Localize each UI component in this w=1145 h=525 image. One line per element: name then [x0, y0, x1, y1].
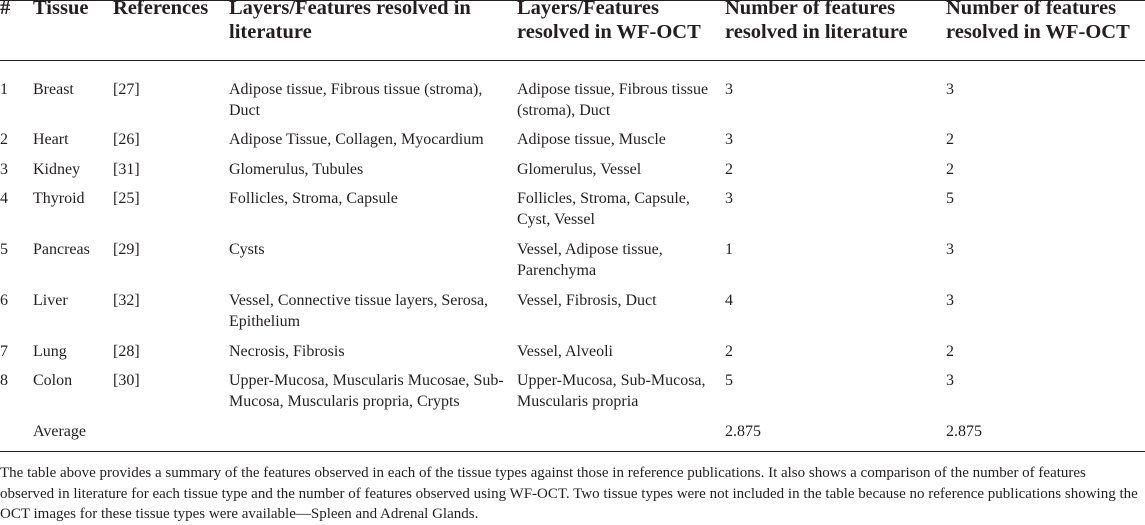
row-tissue: Pancreas	[33, 241, 90, 258]
row-features-literature: Upper-Mucosa, Muscularis Mucosae, Sub-Mucosa, Muscularis propria, Crypts	[229, 372, 504, 410]
row-features-literature: Vessel, Connective tissue layers, Serosa, Epithelium	[229, 292, 489, 330]
row-features-wf-oct: Adipose tissue, Muscle	[517, 131, 666, 148]
row-features-literature: Cysts	[229, 241, 265, 258]
row-features-wf-oct: Follicles, Stroma, Capsule, Cyst, Vessel	[517, 190, 690, 228]
row-count-literature: 3	[725, 190, 733, 207]
row-features-wf-oct: Glomerulus, Vessel	[517, 161, 642, 178]
row-features-literature: Follicles, Stroma, Capsule	[229, 190, 398, 207]
row-reference: [29]	[113, 241, 140, 258]
row-count-literature: 2	[725, 161, 733, 178]
row-reference: [25]	[113, 190, 140, 207]
row-tissue: Colon	[33, 372, 73, 389]
row-count-literature: 1	[725, 241, 733, 258]
header-features-wf-oct: Layers/Features resolved in WF-OCT	[517, 0, 701, 43]
average-label: Average	[33, 423, 86, 440]
row-count-literature: 2	[725, 343, 733, 360]
row-count-literature: 5	[725, 372, 733, 389]
table-footnote: The table above provides a summary of the features observed in each of the tissue types against those in reference publications. It also shows a comparison of the number of features observed in literature for each tissue type and the number of features observed using WF-OCT. Two tissue types were not included in the table because no reference publications showing the OCT images for these tissue types were available—Spleen and Adrenal Glands.	[0, 465, 1138, 522]
average-count-wf-oct: 2.875	[946, 423, 982, 440]
row-count-literature: 3	[725, 81, 733, 98]
row-number: 5	[0, 241, 8, 258]
row-number: 6	[0, 292, 8, 309]
row-count-wf-oct: 3	[946, 292, 954, 309]
header-number: #	[0, 0, 11, 19]
row-reference: [30]	[113, 372, 140, 389]
row-tissue: Liver	[33, 292, 68, 309]
row-reference: [32]	[113, 292, 140, 309]
row-features-wf-oct: Vessel, Adipose tissue, Parenchyma	[517, 241, 663, 279]
row-number: 3	[0, 161, 8, 178]
row-features-wf-oct: Vessel, Fibrosis, Duct	[517, 292, 657, 309]
row-tissue: Breast	[33, 81, 74, 98]
row-features-wf-oct: Upper-Mucosa, Sub-Mucosa, Muscularis propria	[517, 372, 706, 410]
row-features-literature: Adipose tissue, Fibrous tissue (stroma), Duct	[229, 81, 483, 119]
row-tissue: Lung	[33, 343, 67, 360]
row-reference: [31]	[113, 161, 140, 178]
header-tissue: Tissue	[33, 0, 89, 19]
row-reference: [28]	[113, 343, 140, 360]
row-number: 7	[0, 343, 8, 360]
row-tissue: Kidney	[33, 161, 81, 178]
header-count-literature: Number of features resolved in literature	[725, 0, 908, 43]
row-features-wf-oct: Vessel, Alveoli	[517, 343, 613, 360]
row-number: 8	[0, 372, 8, 389]
row-number: 2	[0, 131, 8, 148]
table-header	[0, 0, 1145, 60]
row-count-wf-oct: 2	[946, 343, 954, 360]
row-features-literature: Adipose Tissue, Collagen, Myocardium	[229, 131, 484, 148]
row-count-wf-oct: 3	[946, 81, 954, 98]
row-count-wf-oct: 3	[946, 241, 954, 258]
row-features-literature: Glomerulus, Tubules	[229, 161, 364, 178]
header-features-literature: Layers/Features resolved in literature	[229, 0, 471, 43]
table-bottom-rule	[0, 451, 1145, 452]
row-count-literature: 3	[725, 131, 733, 148]
row-count-wf-oct: 3	[946, 372, 954, 389]
row-count-wf-oct: 2	[946, 131, 954, 148]
average-count-literature: 2.875	[725, 423, 761, 440]
row-number: 1	[0, 81, 8, 98]
row-features-wf-oct: Adipose tissue, Fibrous tissue (stroma), Duct	[517, 81, 709, 119]
row-tissue: Thyroid	[33, 190, 85, 207]
row-reference: [26]	[113, 131, 140, 148]
row-count-wf-oct: 5	[946, 190, 954, 207]
row-tissue: Heart	[33, 131, 69, 148]
row-number: 4	[0, 190, 8, 207]
header-count-wf-oct: Number of features resolved in WF-OCT	[946, 0, 1130, 43]
row-features-literature: Necrosis, Fibrosis	[229, 343, 345, 360]
row-reference: [27]	[113, 81, 140, 98]
row-count-literature: 4	[725, 292, 733, 309]
header-references: References	[113, 0, 209, 19]
row-count-wf-oct: 2	[946, 161, 954, 178]
header-rule	[0, 60, 1145, 61]
